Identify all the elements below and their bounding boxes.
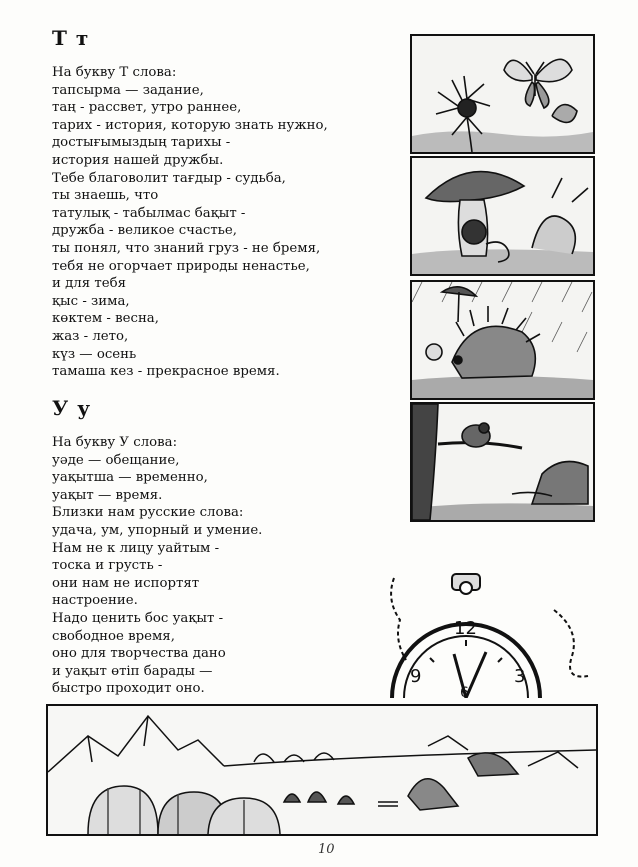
watch-numeral: 9 (410, 666, 422, 687)
text-line: Нам не к лицу уайтым - (52, 540, 220, 556)
text-line: оно для творчества дано (52, 646, 226, 662)
hedgehog-icon (412, 282, 593, 398)
text-line: быстро проходит оно. (52, 681, 205, 697)
text-line: и уақыт өтіп барады — (52, 663, 213, 679)
text-line: ты понял, что знаний груз - не бремя, (52, 240, 321, 256)
tree-bird-icon (412, 404, 593, 520)
text-line: уақытша — временно, (52, 470, 208, 486)
section-u-title: У у (52, 396, 91, 420)
text-line: тоска и грусть - (52, 558, 163, 574)
text-line: история нашей дружбы. (52, 152, 224, 168)
text-line: жаз - лето, (52, 328, 129, 344)
illustration-flower-butterfly (410, 34, 595, 154)
text-line: тебя не огорчает природы ненастье, (52, 258, 310, 274)
mushroom-icon (412, 158, 593, 274)
text-line: На букву Т слова: (52, 65, 177, 80)
text-line: қыс - зима, (52, 293, 130, 309)
section-u-text (52, 434, 402, 698)
text-line: көктем - весна, (52, 311, 159, 327)
text-line: и для тебя (52, 276, 126, 292)
text-line: уақыт — время. (52, 487, 163, 503)
text-line: настроение. (52, 593, 138, 609)
text-line: татулық - табылмас бақыт - (52, 205, 246, 221)
text-line: Надо ценить бос уақыт - (52, 610, 224, 626)
text-line: удача, ум, упорный и умение. (52, 522, 263, 538)
flower-butterfly-icon (412, 36, 593, 152)
watch-numeral: 12 (454, 618, 477, 639)
watch-numeral: 6 (460, 685, 469, 698)
watch-numeral: 3 (514, 666, 526, 687)
text-line: тамаша кез - прекрасное время. (52, 364, 280, 380)
page-number: 10 (318, 842, 335, 857)
mountains-yurts-icon (48, 706, 596, 834)
text-line: достығымыздың тарихы - (52, 135, 231, 151)
text-line: тапсырма — задание, (52, 82, 204, 98)
text-line: уәде — обещание, (52, 452, 180, 468)
illustration-mushroom-snail (410, 156, 595, 276)
text-line: Близки нам русские слова: (52, 505, 244, 521)
text-line: На букву У слова: (52, 435, 178, 450)
illustration-steppe-landscape (46, 704, 598, 836)
text-line: ты знаешь, что (52, 188, 159, 204)
illustration-hedgehog-rain (410, 280, 595, 400)
text-line: дружба - великое счастье, (52, 223, 238, 239)
pocket-watch (384, 570, 594, 698)
text-line: тарих - история, которую знать нужно, (52, 117, 328, 133)
text-line: Тебе благоволит тағдыр - судьба, (52, 170, 286, 186)
text-line: таң - рассвет, утро раннее, (52, 100, 242, 116)
section-t-title: Т т (52, 26, 90, 50)
section-t-text (52, 64, 402, 381)
text-line: они нам не испортят (52, 575, 200, 591)
text-line: свободное время, (52, 628, 175, 644)
text-line: күз — осень (52, 346, 137, 362)
illustration-tree-bird (410, 402, 595, 522)
